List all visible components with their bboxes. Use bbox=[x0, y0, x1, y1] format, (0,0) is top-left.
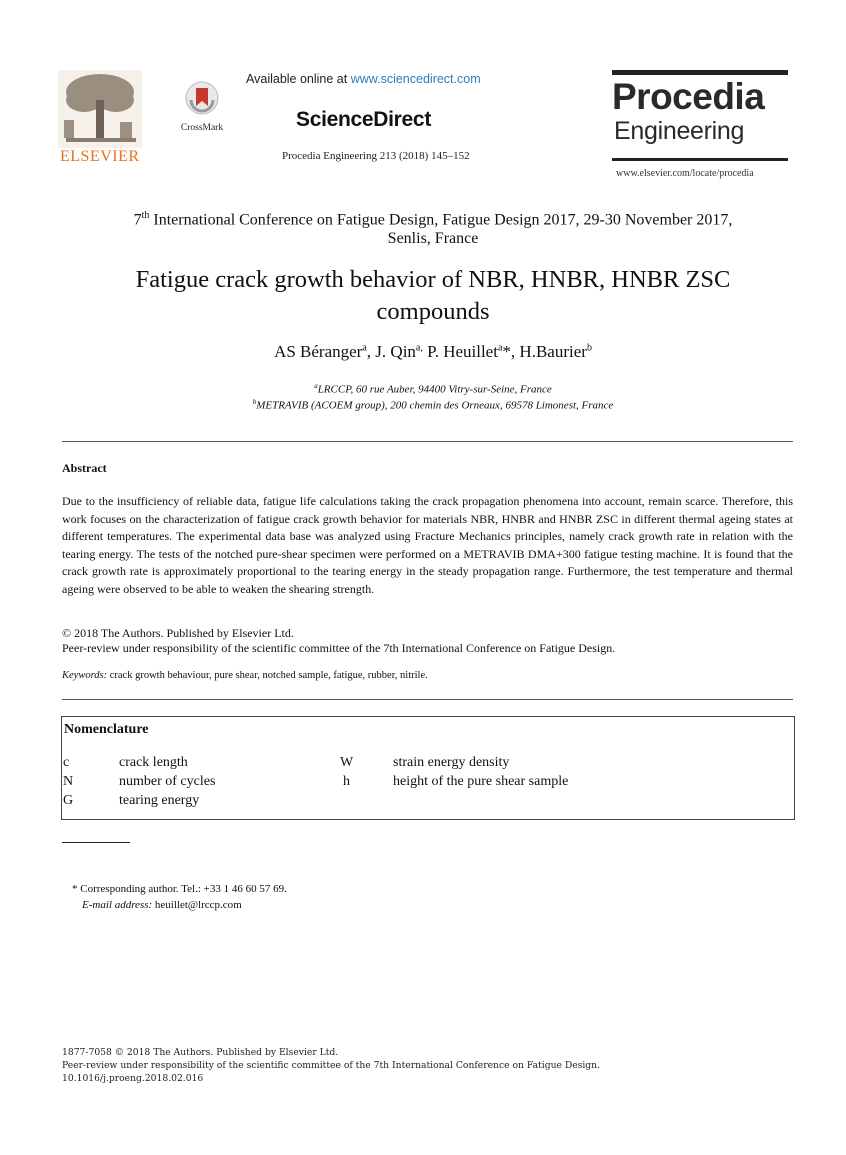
nomenclature-symbol: W bbox=[340, 755, 354, 770]
nomenclature-meaning: number of cycles bbox=[119, 774, 216, 789]
nomenclature-heading: Nomenclature bbox=[64, 722, 149, 737]
nomenclature-symbol: G bbox=[63, 793, 74, 808]
author-2-affil: a, bbox=[415, 342, 423, 354]
keywords-label: Keywords: bbox=[62, 670, 108, 681]
doi-line[interactable]: 10.1016/j.proeng.2018.02.016 bbox=[62, 1073, 204, 1084]
author-4: *, H.Baurier bbox=[502, 342, 587, 361]
issn-line: 1877-7058 © 2018 The Authors. Published by Elsevier Ltd. bbox=[62, 1047, 339, 1058]
divider bbox=[62, 699, 793, 700]
keywords bbox=[62, 670, 428, 681]
affiliation-a-mark: a bbox=[314, 382, 318, 390]
title-line1: Fatigue crack growth behavior of NBR, HNBR, HNBR ZSC bbox=[135, 266, 731, 293]
nomenclature-box bbox=[61, 716, 795, 820]
nomenclature-meaning: strain energy density bbox=[393, 755, 510, 770]
conference-name bbox=[60, 206, 806, 248]
nomenclature-symbol: N bbox=[63, 774, 74, 789]
logo-top-rule bbox=[612, 70, 788, 75]
elsevier-wordmark: ELSEVIER bbox=[60, 148, 140, 165]
author-4-affil: b bbox=[586, 342, 592, 354]
issn-footer bbox=[62, 1046, 600, 1085]
divider bbox=[62, 441, 793, 442]
keywords-list: crack growth behaviour, pure shear, notched sample, fatigue, rubber, nitrile. bbox=[107, 670, 428, 681]
available-prefix: Available online at bbox=[246, 72, 351, 86]
nomenclature-meaning: tearing energy bbox=[119, 793, 200, 808]
crossmark-label: CrossMark bbox=[180, 123, 224, 133]
footnote-rule bbox=[62, 842, 130, 843]
affiliation-b-text: METRAVIB (ACOEM group), 200 chemin des Orneaux, 69578 Limonest, France bbox=[256, 399, 614, 412]
tree-illustration-icon bbox=[58, 70, 142, 148]
engineering-word: Engineering bbox=[614, 117, 745, 145]
affiliation-b-mark: b bbox=[252, 398, 257, 406]
copyright-line: © 2018 The Authors. Published by Elsevier Ltd. bbox=[62, 626, 294, 640]
corresponding-author-note: * Corresponding author. Tel.: +33 1 46 60 57 69. bbox=[72, 883, 287, 895]
author-3-affil: a bbox=[497, 342, 503, 354]
procedia-url[interactable]: www.elsevier.com/locate/procedia bbox=[616, 168, 754, 179]
crossmark-icon bbox=[184, 80, 220, 116]
sciencedirect-link[interactable]: www.sciencedirect.com bbox=[350, 72, 481, 86]
nomenclature-symbol: c bbox=[63, 755, 70, 770]
author-2: , J. Qin bbox=[366, 342, 416, 361]
journal-reference: Procedia Engineering 213 (2018) 145–152 bbox=[282, 150, 470, 162]
abstract-heading: Abstract bbox=[62, 461, 107, 475]
nomenclature-symbol: h bbox=[343, 774, 350, 789]
conference-line1: International Conference on Fatigue Design, Fatigue Design 2017, 29-30 November 2017, bbox=[149, 211, 733, 229]
author-list bbox=[60, 342, 806, 362]
peer-review-footer-line: Peer-review under responsibility of the scientific committee of the 7th International Conference on Fatigue Design. bbox=[62, 1060, 601, 1071]
affiliation-a-text: LRCCP, 60 rue Auber, 94400 Vitry-sur-Seine, France bbox=[317, 383, 552, 396]
conference-ordinal-suffix: th bbox=[141, 210, 150, 221]
author-1: AS Béranger bbox=[274, 342, 363, 361]
peer-review-line: Peer-review under responsibility of the scientific committee of the 7th International Conference on Fatigue Design. bbox=[62, 641, 616, 655]
email-note bbox=[82, 899, 242, 911]
conference-line2: Senlis, France bbox=[387, 230, 479, 248]
sciencedirect-logo: ScienceDirect bbox=[296, 108, 432, 131]
conference-ordinal: 7 bbox=[133, 211, 142, 229]
affiliation-b bbox=[60, 398, 806, 412]
email-label: E-mail address: bbox=[82, 899, 153, 911]
nomenclature-meaning: height of the pure shear sample bbox=[393, 774, 569, 789]
crossmark-badge[interactable] bbox=[176, 80, 228, 136]
logo-bottom-rule bbox=[612, 158, 788, 161]
author-1-affil: a bbox=[362, 342, 367, 354]
available-online-line bbox=[246, 72, 481, 86]
email-address[interactable]: heuillet@lrccp.com bbox=[152, 899, 242, 911]
procedia-word: Procedia bbox=[612, 76, 765, 117]
abstract-body: Due to the insufficiency of reliable data, fatigue life calculations taking the crack propagation phenomena into account, remain scarce. Therefore, this work focuses on the characterization of fatigue crack growth behavior for materials NBR, HNBR and HNBR ZSC in different thermal ageing states at different temperatures. The experimental data base was analyzed using Fracture Mechanics principles, namely crack growth rate in relation with the tearing energy. The tests of the notched pure-shear specimen were performed on a METRAVIB DMA+300 fatigue testing machine. It is found that the crack growth rate is approximately proportional to the tearing energy in the steady propagation range. Furthermore, the test temperature and thermal ageing were observed to be able to weaken the shearing strength. bbox=[62, 494, 793, 596]
nomenclature-meaning: crack length bbox=[119, 755, 188, 770]
title-line2: compounds bbox=[376, 298, 490, 325]
affiliation-a bbox=[60, 382, 806, 396]
paper-title bbox=[60, 264, 806, 328]
author-3: P. Heuillet bbox=[422, 342, 498, 361]
procedia-engineering-logo bbox=[612, 70, 788, 162]
